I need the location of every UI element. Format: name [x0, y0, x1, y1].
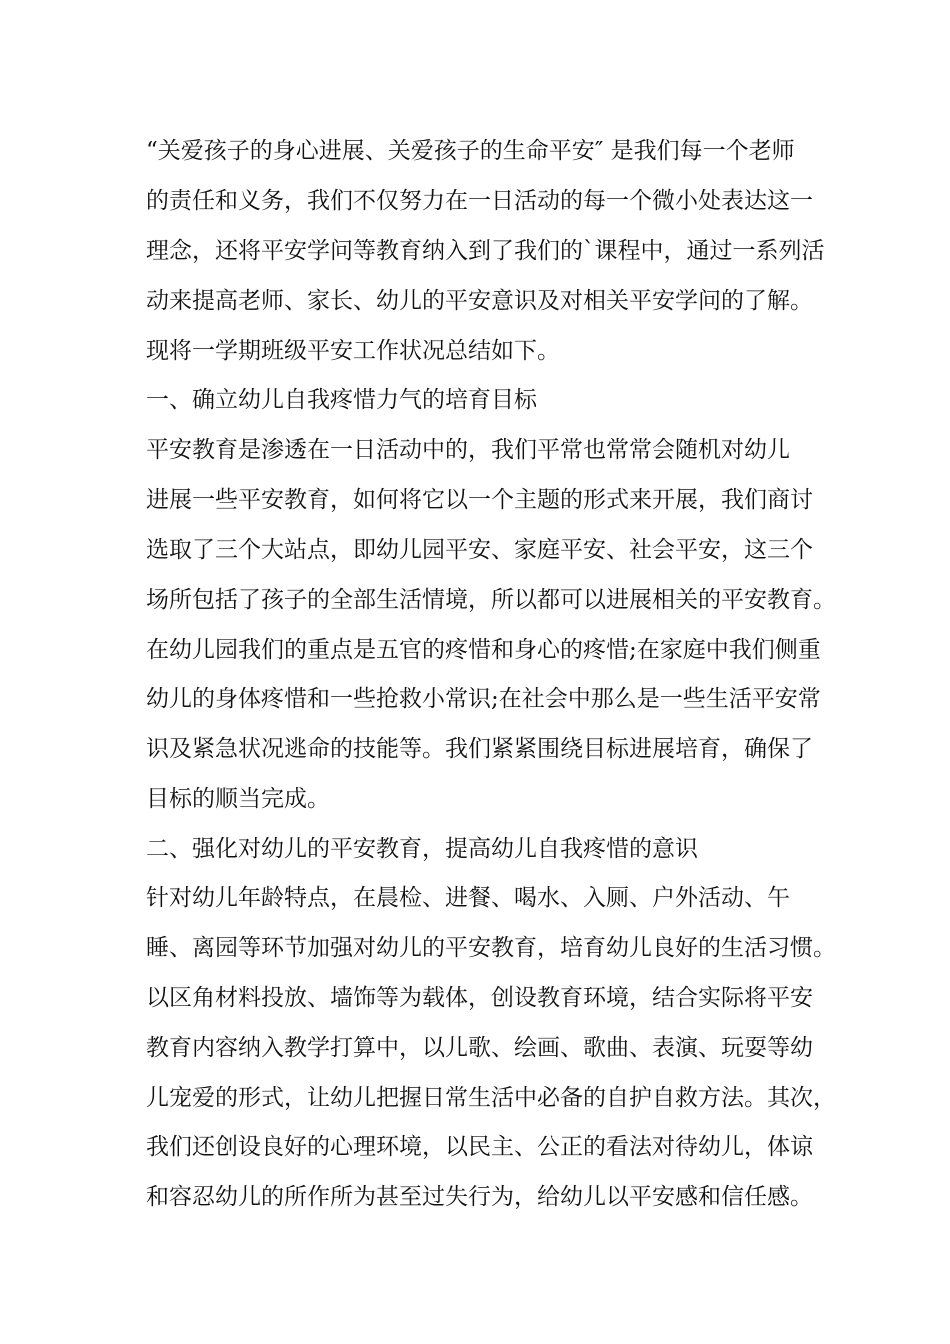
paragraph-2-line-4: 场所包括了孩子的全部生活情境，所以都可以进展相关的平安教育。 [146, 587, 836, 613]
paragraph-2-line-8: 目标的顺当完成。 [146, 786, 330, 812]
paragraph-2-line-5: 在幼儿园我们的重点是五官的疼惜和身心的疼惜;在家庭中我们侧重 [146, 637, 821, 663]
paragraph-3-line-2: 睡、离园等环节加强对幼儿的平安教育，培育幼儿良好的生活习惯。 [146, 935, 836, 961]
paragraph-2-line-1: 平安教育是渗透在一日活动中的，我们平常也常常会随机对幼儿 [146, 437, 790, 463]
paragraph-3-line-6: 我们还创设良好的心理环境，以民主、公正的看法对待幼儿，体谅 [146, 1134, 813, 1160]
paragraph-2-line-6: 幼儿的身体疼惜和一些抢救小常识;在社会中那么是一些生活平安常 [146, 686, 821, 712]
section-heading-1: 一、确立幼儿自我疼惜力气的培育目标 [146, 387, 537, 413]
paragraph-2-line-2: 进展一些平安教育，如何将它以一个主题的形式来开展，我们商讨 [146, 487, 813, 513]
paragraph-3-line-4: 教育内容纳入教学打算中，以儿歌、绘画、歌曲、表演、玩耍等幼 [146, 1035, 813, 1061]
paragraph-2-line-3: 选取了三个大站点，即幼儿园平安、家庭平安、社会平安，这三个 [146, 537, 813, 563]
paragraph-1-line-3: 理念，还将平安学问等教育纳入到了我们的`课程中，通过一系列活 [146, 238, 825, 264]
paragraph-3-line-5: 儿宠爱的形式，让幼儿把握日常生活中必备的自护自救方法。其次， [146, 1085, 836, 1111]
paragraph-1-line-2: 的责任和义务，我们不仅努力在一日活动的每一个微小处表达这一 [146, 188, 813, 214]
paragraph-3-line-1: 针对幼儿年龄特点，在晨检、进餐、喝水、入厕、户外活动、午 [146, 885, 790, 911]
section-heading-2: 二、强化对幼儿的平安教育，提高幼儿自我疼惜的意识 [146, 836, 698, 862]
paragraph-3-line-7: 和容忍幼儿的所作所为甚至过失行为，给幼儿以平安感和信任感。 [146, 1184, 813, 1210]
paragraph-1-line-5: 现将一学期班级平安工作状况总结如下。 [146, 338, 560, 364]
paragraph-1-line-1: “关爱孩子的身心进展、关爱孩子的生命平安″ 是我们每一个老师 [146, 138, 795, 164]
paragraph-1-line-4: 动来提高老师、家长、幼儿的平安意识及对相关平安学问的了解。 [146, 288, 813, 314]
paragraph-3-line-3: 以区角材料投放、墙饰等为载体，创设教育环境，结合实际将平安 [146, 985, 813, 1011]
paragraph-2-line-7: 识及紧急状况逃命的技能等。我们紧紧围绕目标进展培育，确保了 [146, 736, 813, 762]
